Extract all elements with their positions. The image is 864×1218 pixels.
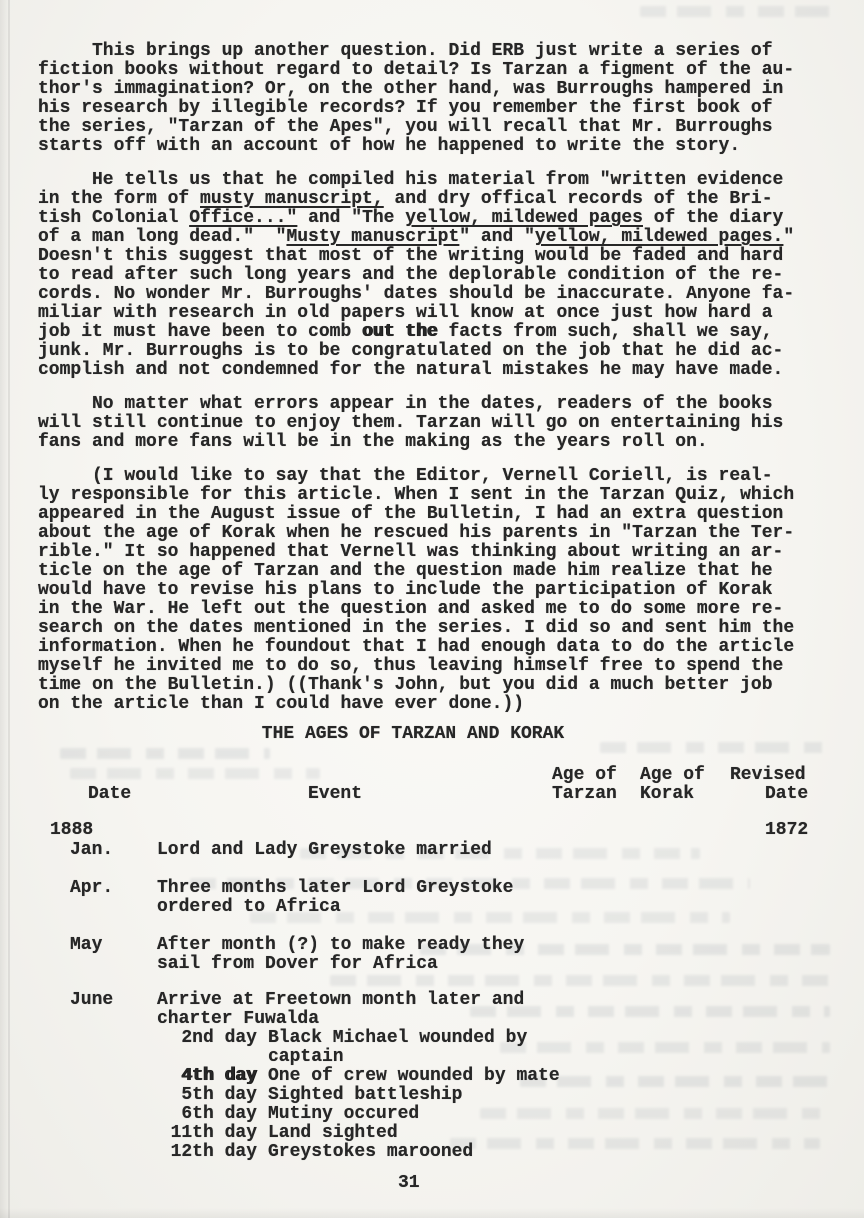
text-line: (I would like to say that the Editor, Vernell Coriell, is real- <box>38 466 773 486</box>
june-day-line <box>38 1067 830 1086</box>
day-label: 12th day <box>170 1142 257 1162</box>
table-column-headers <box>38 766 830 804</box>
text-line: would have to revise his plans to include the participation of Korak <box>38 580 773 600</box>
year-row <box>38 821 830 840</box>
day-label: 2nd day <box>181 1028 257 1048</box>
text-line: fans and more fans will be in the making as the years roll on. <box>38 432 708 452</box>
header-date: Date <box>88 784 132 804</box>
event-line: charter Fuwalda <box>157 1009 320 1029</box>
paragraph <box>38 467 830 714</box>
text-line: information. When he foundout that I had enough data to do the article <box>38 637 795 657</box>
table-row <box>38 841 830 860</box>
table-title: THE AGES OF TARZAN AND KORAK <box>261 724 565 744</box>
day-event-text: captain <box>268 1047 344 1067</box>
scan-bottom-shadow <box>0 1208 864 1218</box>
text-line: No matter what errors appear in the dates, readers of the books <box>38 394 773 414</box>
paragraph <box>38 42 830 156</box>
header-age-of-tarzan-line1: Age of <box>552 765 617 785</box>
text-line: appeared in the August issue of the Bulletin, I had an extra question <box>38 504 784 524</box>
text-segment: of a man long dead." " <box>38 227 287 247</box>
june-day-line <box>38 1124 830 1143</box>
day-event-text: Land sighted <box>268 1123 398 1143</box>
text-segment: and dry offical records of the Bri- <box>383 189 773 209</box>
underlined-phrase: Office..." <box>189 208 298 228</box>
event-line: ordered to Africa <box>157 897 341 917</box>
table-row <box>38 936 830 974</box>
text-line <box>38 228 830 247</box>
event-line: Arrive at Freetown month later and <box>157 990 525 1010</box>
event-line: After month (?) to make ready they <box>157 935 525 955</box>
event-line: Three months later Lord Greystoke <box>157 878 514 898</box>
text-segment: in the form of <box>38 189 201 209</box>
text-line <box>38 323 830 342</box>
text-segment: job it must have been to comb <box>38 322 363 342</box>
text-line: in the War. He left out the question and asked me to do some more re- <box>38 599 784 619</box>
text-line: starts off with an account of how he happened to write the story. <box>38 136 741 156</box>
text-line: This brings up another question. Did ERB just write a series of <box>38 41 773 61</box>
day-label: 5th day <box>181 1085 257 1105</box>
june-day-line <box>38 1143 830 1162</box>
text-line: his research by illegible records? If you remember the first book of <box>38 98 773 118</box>
june-day-entries <box>38 1029 830 1162</box>
day-label: 6th day <box>181 1104 257 1124</box>
header-event: Event <box>308 784 363 804</box>
underlined-phrase: yellow, mildewed pages <box>405 208 643 228</box>
article-body <box>38 42 830 729</box>
event-line: sail from Dover for Africa <box>157 954 438 974</box>
june-day-line <box>38 1086 830 1105</box>
text-line: junk. Mr. Burroughs is to be congratulated on the job that he did ac- <box>38 341 784 361</box>
day-label: 4th day <box>181 1066 257 1086</box>
paragraph <box>38 171 830 380</box>
text-line: will still continue to enjoy them. Tarzan will go on entertaining his <box>38 413 784 433</box>
text-line: ly responsible for this article. When I sent in the Tarzan Quiz, which <box>38 485 795 505</box>
june-day-line <box>38 1105 830 1124</box>
table-row <box>38 991 830 1029</box>
date-cell: Jan. <box>70 840 114 860</box>
day-label: 11th day <box>170 1123 257 1143</box>
text-segment: tish Colonial <box>38 208 190 228</box>
day-event-text: One of crew wounded by mate <box>268 1066 560 1086</box>
header-revised-date-line2: Date <box>765 784 809 804</box>
event-line: Lord and Lady Greystoke married <box>157 840 492 860</box>
text-line <box>38 209 830 228</box>
june-day-line <box>38 1029 830 1048</box>
text-line: time on the Bulletin.) ((Thank's John, but you did a much better job <box>38 675 773 695</box>
date-cell: May <box>70 935 103 955</box>
text-line: ticle on the age of Tarzan and the question made him realize that he <box>38 561 773 581</box>
text-line: on the article than I could have ever done.)) <box>38 694 525 714</box>
text-segment: " <box>783 227 795 247</box>
header-age-of-tarzan-line2: Tarzan <box>552 784 617 804</box>
underlined-phrase: Musty manuscript <box>286 227 460 247</box>
day-event-text: Mutiny occured <box>268 1104 420 1124</box>
text-line: to read after such long years and the deplorable condition of the re- <box>38 265 784 285</box>
text-line: about the age of Korak when he rescued his parents in "Tarzan the Ter- <box>38 523 795 543</box>
page-number: 31 <box>398 1173 420 1193</box>
header-age-of-korak-line2: Korak <box>640 784 695 804</box>
day-event-text: Greystokes marooned <box>268 1142 474 1162</box>
underlined-phrase: yellow, mildewed pages. <box>534 227 784 247</box>
text-line: Doesn't this suggest that most of the writing would be faded and hard <box>38 246 784 266</box>
text-line: miliar with research in old papers will know at once just how hard a <box>38 303 773 323</box>
table-row <box>38 879 830 917</box>
text-line: search on the dates mentioned in the series. I did so and sent him the <box>38 618 795 638</box>
text-segment: of the diary <box>642 208 784 228</box>
text-segment: and "The <box>297 208 406 228</box>
text-line <box>38 190 830 209</box>
text-line: complish and not condemned for the natural mistakes he may have made. <box>38 360 784 380</box>
bleed-through-artifact <box>640 6 830 17</box>
paragraph <box>38 395 830 452</box>
text-line: rible." It so happened that Vernell was thinking about writing an ar- <box>38 542 784 562</box>
text-line: the series, "Tarzan of the Apes", you will recall that Mr. Burroughs <box>38 117 773 137</box>
text-line: He tells us that he compiled his material from "written evidence <box>38 170 784 190</box>
text-line: cords. No wonder Mr. Burroughs' dates should be inaccurate. Anyone fa- <box>38 284 795 304</box>
june-day-line <box>38 1048 830 1067</box>
day-event-text: Sighted battleship <box>268 1085 463 1105</box>
date-cell: June <box>70 990 114 1010</box>
scan-edge-line <box>8 0 10 1218</box>
day-event-text: Black Michael wounded by <box>268 1028 528 1048</box>
header-age-of-korak-line1: Age of <box>640 765 705 785</box>
underlined-phrase: musty manuscript, <box>200 189 384 209</box>
ages-table <box>38 725 830 1162</box>
text-line: myself he invited me to do so, thus leaving himself free to spend the <box>38 656 784 676</box>
table-rows <box>38 841 830 1029</box>
text-line: fiction books without regard to detail? Is Tarzan a figment of the au- <box>38 60 795 80</box>
header-revised-line1: Revised <box>730 765 806 785</box>
revised-year-1872: 1872 <box>765 820 809 840</box>
text-segment: " and " <box>459 227 535 247</box>
year-1888: 1888 <box>50 820 94 840</box>
text-segment: facts from such, shall we say, <box>437 322 773 342</box>
text-line: thor's immagination? Or, on the other hand, was Burroughs hampered in <box>38 79 784 99</box>
date-cell: Apr. <box>70 878 114 898</box>
text-segment: out the <box>362 322 438 342</box>
